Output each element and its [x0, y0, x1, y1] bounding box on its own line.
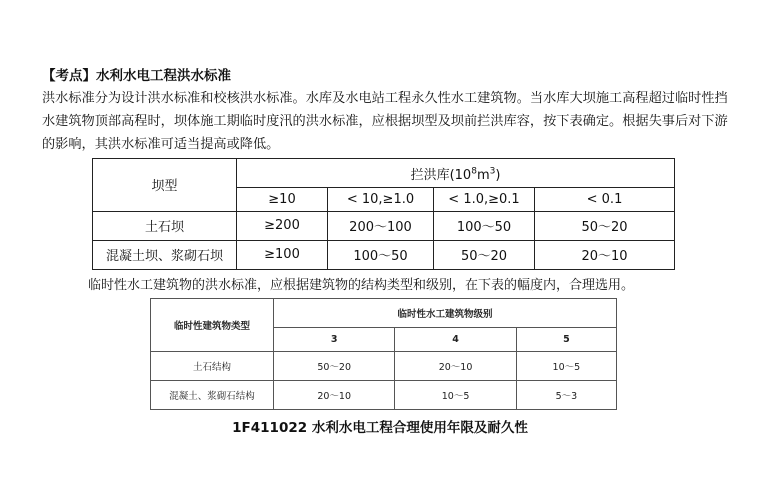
table-cell: 10～5 — [395, 380, 516, 409]
table-cell: 10～5 — [516, 351, 616, 380]
table-row — [93, 240, 675, 269]
table-cell: ≥100 — [237, 240, 328, 269]
structure-type-cell: 土石结构 — [151, 351, 274, 380]
table-cell: 20～10 — [274, 380, 395, 409]
structure-type-cell: 混凝土、浆砌石结构 — [151, 380, 274, 409]
table-cell: 20～10 — [395, 351, 516, 380]
table-cell: 50～20 — [535, 211, 675, 240]
table-row — [151, 380, 617, 409]
table-cell: 20～10 — [535, 240, 675, 269]
table-cell: 100～50 — [434, 211, 535, 240]
table-cell: ≥200 — [237, 211, 328, 240]
structure-type-header: 临时性建筑物类型 — [151, 299, 274, 352]
capacity-range: < 10,≥1.0 — [328, 188, 434, 211]
flood-standard-table — [92, 158, 675, 270]
capacity-range: < 1.0,≥0.1 — [434, 188, 535, 211]
level-cell: 5 — [516, 328, 616, 351]
table-cell: 50～20 — [434, 240, 535, 269]
table-cell: 50～20 — [274, 351, 395, 380]
level-cell: 4 — [395, 328, 516, 351]
storage-capacity-header: 拦洪库$(10^8m^3)$ — [237, 159, 675, 188]
next-section-title: 1F411022 水利水电工程合理使用年限及耐久性 — [232, 420, 528, 436]
dam-type-cell: 混凝土坝、浆砌石坝 — [93, 240, 237, 269]
section-heading: 【考点】水利水电工程洪水标准 — [42, 68, 231, 84]
temporary-structures-table — [150, 298, 617, 410]
dam-type-header: 坝型 — [93, 159, 237, 212]
table-cell: 100～50 — [328, 240, 434, 269]
level-cell: 3 — [274, 328, 395, 351]
table-cell: 5～3 — [516, 380, 616, 409]
dam-type-cell: 土石坝 — [93, 211, 237, 240]
table-row — [93, 211, 675, 240]
capacity-range: ≥10 — [237, 188, 328, 211]
table-cell: 200～100 — [328, 211, 434, 240]
capacity-range: < 0.1 — [535, 188, 675, 211]
intro-paragraph: 洪水标准分为设计洪水标准和校核洪水标准。水库及水电站工程永久性水工建筑物。当水库大坝施工高程超过临时性挡水建筑物顶部高程时，坝体施工期临时度汛的洪水标准，应根据坝型及坝前拦洪库容，按下表确定。根据失事后对下游的影响，其洪水标准可适当提高或降低。 — [42, 91, 728, 152]
structure-level-header: 临时性水工建筑物级别 — [274, 299, 617, 328]
table-row — [151, 351, 617, 380]
temporary-structures-paragraph: 临时性水工建筑物的洪水标准，应根据建筑物的结构类型和级别，在下表的幅度内，合理选用。 — [88, 278, 635, 293]
